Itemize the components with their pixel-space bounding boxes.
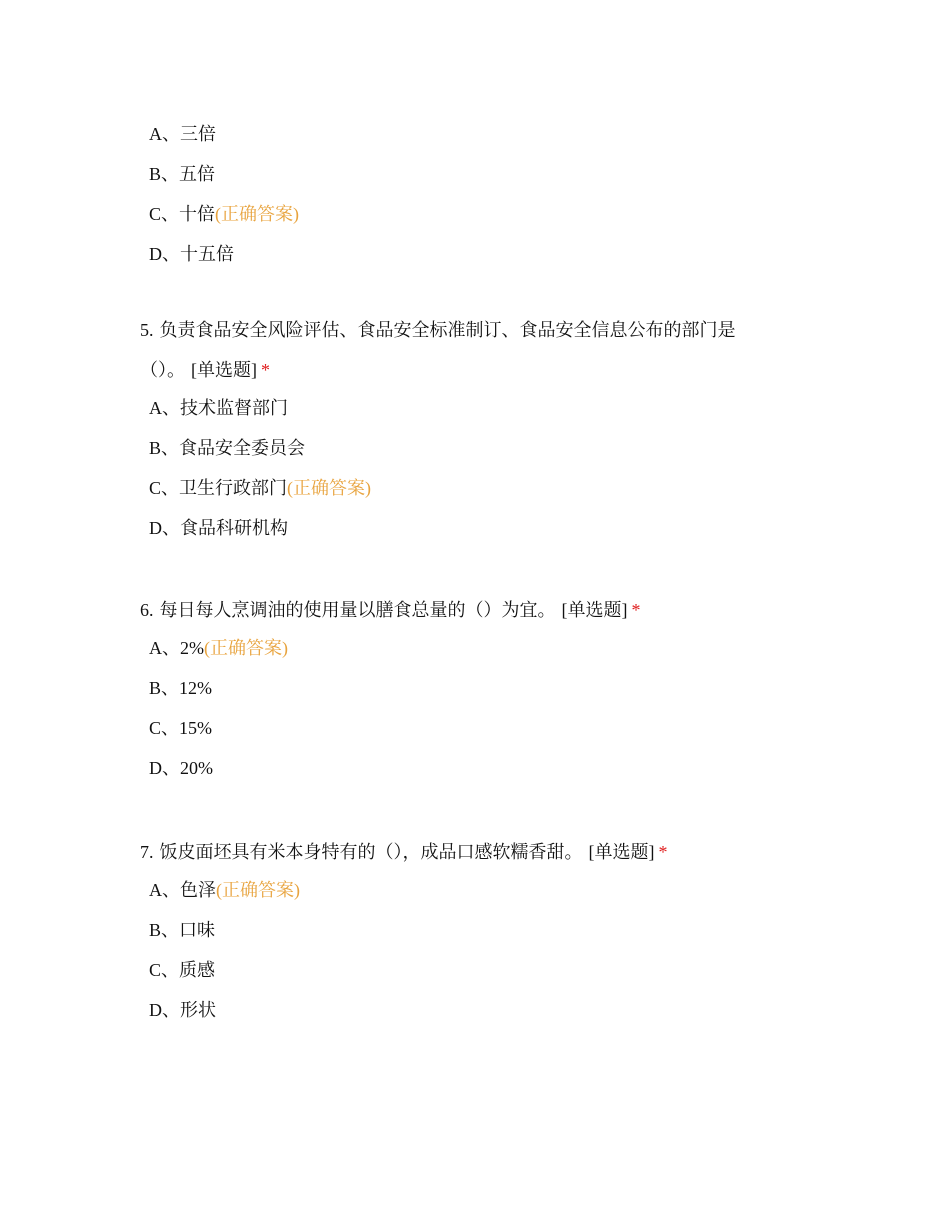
option-a: A、技术监督部门 — [149, 398, 288, 418]
question-6 — [140, 590, 840, 796]
option-c: C、卫生行政部门(正确答案) — [149, 478, 372, 498]
option-d: D、十五倍 — [149, 244, 234, 264]
question-5 — [140, 310, 840, 556]
option-c: C、15% — [149, 718, 212, 738]
option-b: B、12% — [149, 678, 212, 698]
question-body: 负责食品安全风险评估、食品安全标准制订、食品安全信息公布的部门是（）。 — [140, 320, 736, 380]
correct-answer-mark: (正确答案) — [216, 880, 300, 900]
correct-answer-mark: (正确答案) — [287, 478, 372, 498]
option-b: B、五倍 — [149, 164, 216, 184]
correct-answer-mark: (正确答案) — [215, 204, 300, 224]
option-a: A、2%(正确答案) — [149, 638, 288, 658]
question-body: 饭皮面坯具有米本身特有的（），成品口感软糯香甜。 — [159, 842, 583, 862]
correct-answer-mark: (正确答案) — [204, 638, 288, 658]
question-type: [单选题] — [588, 842, 655, 862]
question-number: 6. — [140, 600, 154, 620]
option-d: D、形状 — [149, 1000, 216, 1020]
question-type: [单选题] — [191, 360, 257, 380]
question-body: 每日每人烹调油的使用量以膳食总量的（）为宜。 — [159, 600, 556, 620]
required-mark: * — [631, 600, 641, 620]
option-d: D、20% — [149, 758, 213, 778]
option-a: A、三倍 — [149, 124, 216, 144]
question-7 — [140, 832, 840, 1038]
option-a: A、色泽(正确答案) — [149, 880, 300, 900]
question-6-text — [140, 590, 780, 630]
option-b: B、口味 — [149, 920, 216, 940]
option-c: C、十倍(正确答案) — [149, 204, 300, 224]
question-4-options — [140, 122, 840, 282]
required-mark: * — [658, 842, 668, 862]
option-c: C、质感 — [149, 960, 216, 980]
question-7-text — [140, 832, 780, 872]
question-number: 7. — [140, 842, 154, 862]
question-type: [单选题] — [561, 600, 628, 620]
option-d: D、食品科研机构 — [149, 518, 288, 538]
question-5-text — [140, 310, 780, 390]
option-b: B、食品安全委员会 — [149, 438, 306, 458]
required-mark: * — [261, 360, 270, 380]
question-number: 5. — [140, 320, 154, 340]
